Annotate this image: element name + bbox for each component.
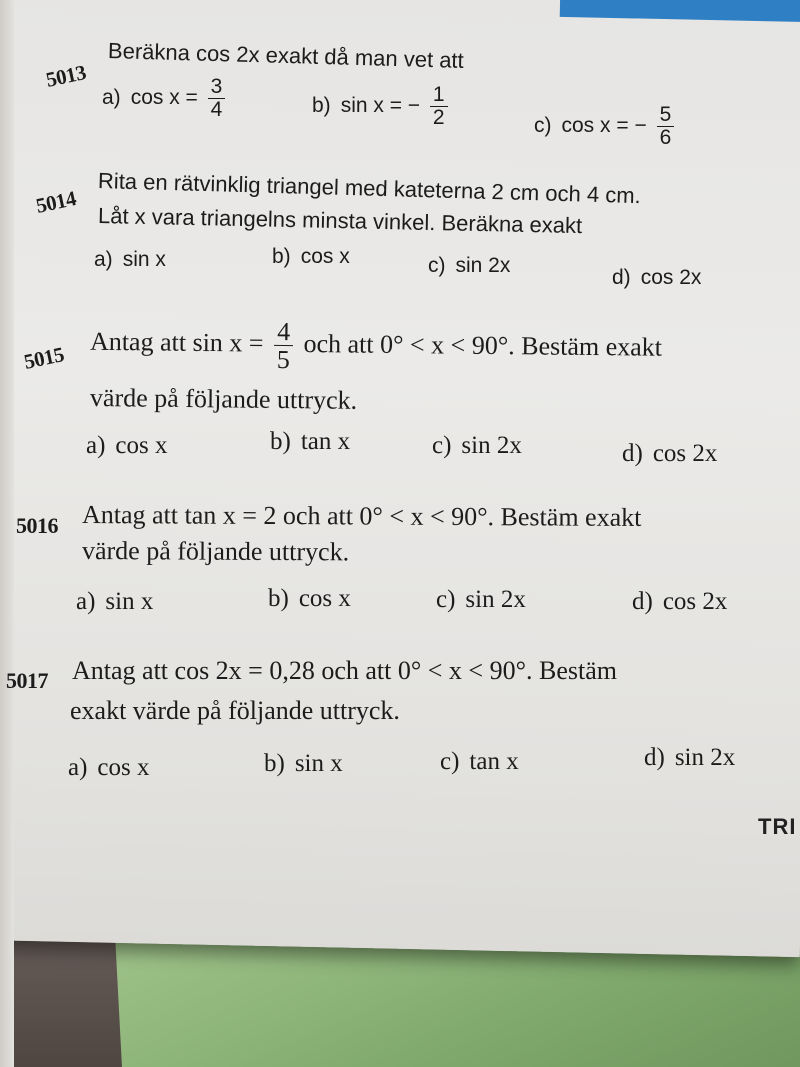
- option-label: c): [534, 114, 552, 138]
- option-d: [622, 440, 717, 468]
- option-b: [272, 245, 350, 269]
- option-a: [102, 76, 229, 121]
- option-expr: sin 2x: [465, 586, 526, 613]
- option-label: a): [68, 754, 88, 781]
- fraction: [430, 84, 448, 129]
- option-expr: cos 2x: [640, 266, 702, 289]
- option-expr: cos x =: [130, 86, 198, 110]
- option-c: [534, 104, 678, 149]
- option-expr: sin x = −: [340, 94, 421, 118]
- option-d: [632, 588, 727, 616]
- option-expr: sin 2x: [674, 744, 736, 771]
- option-label: b): [270, 428, 291, 455]
- option-expr: sin 2x: [455, 254, 511, 277]
- option-label: a): [94, 248, 113, 271]
- problem-text-line2: värde på följande uttryck.: [81, 536, 350, 567]
- problem-number: 5014: [33, 186, 78, 218]
- option-label: a): [86, 432, 106, 459]
- option-label: b): [312, 94, 331, 118]
- numerator: 1: [430, 84, 448, 107]
- option-expr: tan x: [469, 748, 519, 775]
- option-expr: sin 2x: [461, 432, 522, 459]
- numerator: 4: [274, 318, 293, 346]
- option-expr: cos x: [97, 754, 150, 781]
- option-expr: cos x = −: [561, 114, 647, 138]
- option-label: b): [264, 750, 285, 777]
- option-b: [270, 428, 350, 456]
- fraction: [657, 104, 675, 149]
- option-c: [428, 254, 510, 278]
- problem-text-line2: Låt x vara triangelns minsta vinkel. Beräkna exakt: [97, 203, 583, 239]
- option-d: [644, 744, 735, 772]
- option-expr: sin x: [294, 750, 343, 777]
- numerator: 5: [657, 104, 675, 127]
- option-c: [440, 748, 519, 776]
- option-label: d): [622, 440, 643, 467]
- option-a: [76, 588, 153, 616]
- problem-number: 5015: [21, 342, 66, 374]
- option-label: b): [272, 245, 291, 268]
- option-expr: cos x: [300, 245, 350, 268]
- option-expr: cos x: [115, 432, 168, 459]
- option-label: a): [76, 588, 96, 615]
- option-b: [312, 84, 452, 129]
- problem-text-line1: Antag att tan x = 2 och att 0° < x < 90°. Bestäm exakt: [81, 500, 642, 532]
- option-c: [432, 432, 522, 460]
- text-pre: Antag att sin x =: [89, 326, 264, 358]
- option-label: d): [612, 266, 631, 289]
- option-label: c): [432, 432, 452, 459]
- denominator: 4: [210, 98, 223, 122]
- problem-text-line1: Antag att cos 2x = 0,28 och att 0° < x < 90°. Bestäm: [72, 656, 617, 685]
- option-b: [268, 585, 351, 613]
- denominator: 5: [276, 345, 291, 375]
- option-expr: tan x: [300, 428, 351, 455]
- denominator: 2: [432, 106, 445, 130]
- option-label: c): [428, 254, 446, 277]
- problem-text: Beräkna cos 2x exakt då man vet att: [107, 38, 465, 73]
- problem-number: 5013: [43, 60, 88, 92]
- problem-text-line2: exakt värde på följande uttryck.: [70, 696, 400, 725]
- option-expr: cos 2x: [652, 440, 718, 467]
- chapter-footer-tag: TRI: [758, 814, 797, 839]
- problem-number: 5016: [16, 513, 58, 538]
- option-label: c): [436, 586, 456, 613]
- option-d: [612, 266, 701, 290]
- problem-text-line2: värde på följande uttryck.: [89, 383, 358, 415]
- option-label: d): [644, 744, 665, 771]
- option-a: [94, 248, 166, 272]
- numerator: 3: [208, 76, 226, 99]
- option-label: c): [440, 748, 460, 775]
- option-expr: sin x: [122, 248, 166, 271]
- denominator: 6: [659, 126, 672, 150]
- fraction: [274, 318, 294, 374]
- problem-number: 5017: [6, 668, 48, 693]
- option-b: [264, 750, 343, 778]
- fraction: [208, 76, 226, 121]
- text-post: och att 0° < x < 90°. Bestäm exakt: [303, 329, 663, 362]
- option-expr: sin x: [105, 588, 154, 615]
- option-a: [86, 432, 168, 460]
- problem-text-line1: [90, 316, 663, 378]
- option-expr: cos x: [298, 585, 351, 612]
- option-label: b): [268, 585, 289, 612]
- problem-text-line1: Rita en rätvinklig triangel med kateterna 2 cm och 4 cm.: [97, 168, 642, 209]
- option-expr: cos 2x: [662, 588, 728, 615]
- option-label: a): [102, 86, 121, 110]
- option-label: d): [632, 588, 653, 615]
- option-c: [436, 586, 526, 614]
- option-a: [68, 754, 150, 782]
